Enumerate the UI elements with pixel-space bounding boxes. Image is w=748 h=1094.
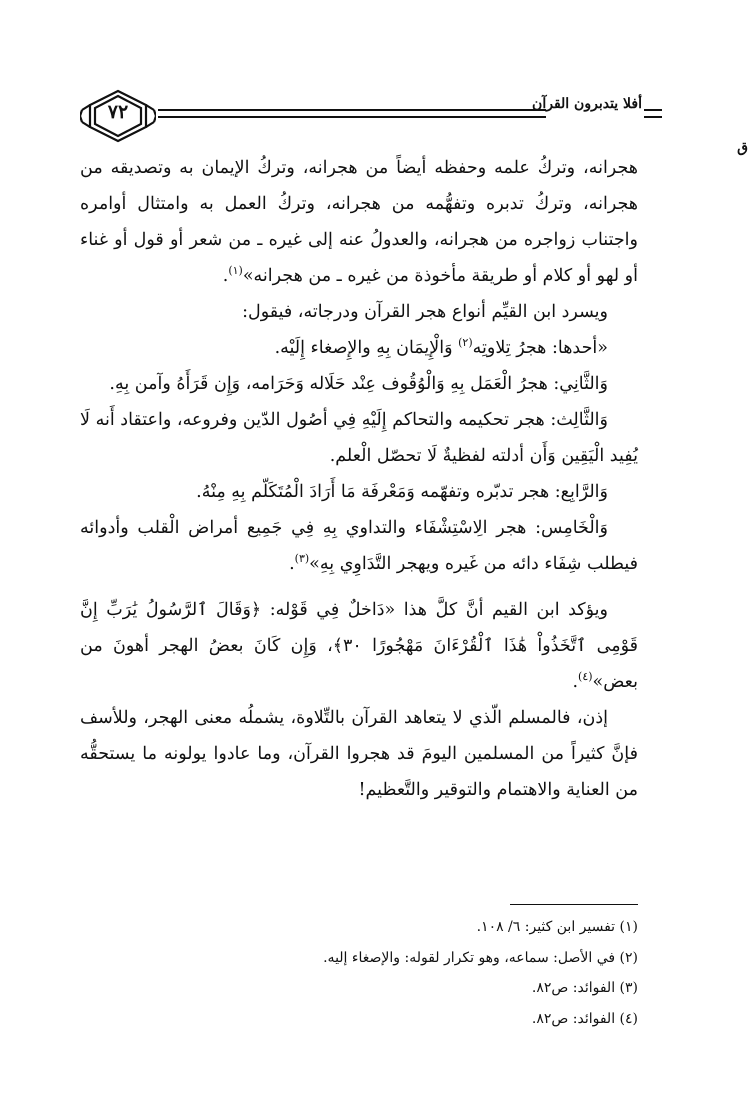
footnote-ref: (١) xyxy=(228,264,243,278)
paragraph: وَالرَّابِع: هجر تدبّره وتفهّمه وَمَعْرفَة مَا أَرَادَ الْمُتَكَلّم بِهِ مِنْهُ. xyxy=(196,482,608,502)
header-rule xyxy=(158,109,546,118)
page-number: ٧٢ xyxy=(107,101,129,123)
footnote-ref: (٣) xyxy=(294,552,310,566)
paragraph: وَالثَّانِي: هجرُ الْعَمَل بِهِ وَالْوُقُوف عِنْد حَلَاله وَحَرَامه، وَإِن قَرَأَهُ وآمن بِهِ. xyxy=(109,374,608,394)
paragraph: هجرانه، وتركُ علمه وحفظه أيضاً من هجرانه، وتركُ الإيمان به وتصديقه من هجرانه، وتركُ تدبره وتفهُّمه من هجرانه، وتركُ العمل به وامتثال أوامره واجتناب زواجره من هجرانه، والعدولُ عنه إلى غيره ـ من شعر أو قول أو غناء أو لهو أو كلام أو طريقة مأخوذة من غيره ـ من هجرانه»$^{(١)}$. xyxy=(80,158,638,286)
header-rule-end xyxy=(644,109,662,118)
page-number-ornament xyxy=(80,88,156,144)
footnote: (٣) الفوائد: ص٨٢. xyxy=(531,980,638,996)
paragraph: ويسرد ابن القيِّم أنواع هجر القرآن ودرجاته، فيقول: xyxy=(242,302,608,322)
page-header xyxy=(80,88,662,144)
footnote-ref: (٤) xyxy=(578,670,593,684)
footnote: (٤) الفوائد: ص٨٢. xyxy=(531,1010,638,1027)
paragraph: وَالْخَامِس: هجر الِاسْتِشْفَاء والتداوي بِهِ فِي جَمِيع أمراض الْقلب وأدوائه فيطلب شِفَاء دائه من غَيره ويهجر التَّدَاوِي بِهِ»$^{(٣)}$. xyxy=(80,518,638,574)
footnote: (٢) في الأصل: سماعه، وهو تكرار لقوله: والإصغاء إليه. xyxy=(323,949,638,966)
running-title: أفلا يتدبرون القرآن xyxy=(532,96,642,112)
paragraph: ويؤكد ابن القيم أنَّ كلَّ هذا «دَاخلٌ فِي قَوْله: ﴿وَقَالَ ٱلرَّسُولُ يَٰرَبِّ إِنَّ قَوْمِى ٱتَّخَذُواْ هَٰذَا ٱلْقُرْءَانَ مَهْجُورًا ٣٠﴾، وَإِن كَانَ بعضُ الهجر أهونَ من بعض»$^{(٤)}$. xyxy=(80,600,638,692)
paragraph: إذن، فالمسلم الّذي لا يتعاهد القرآن بالتِّلاوة، يشملُه معنى الهجر، وللأسف فإنَّ كثيراً من المسلمين اليومَ قد هجروا القرآن، وما عادوا يولونه ما يستحقُّه من العناية والاهتمام والتوقير والتَّعظيم! xyxy=(80,708,638,800)
edge-mark: ق xyxy=(737,140,748,156)
footnote: (١) تفسير ابن كثير: ٦/ ١٠٨. xyxy=(476,919,638,935)
paragraph: وَالثَّالِث: هجر تحكيمه والتحاكم إِلَيْهِ فِي أصُول الدّين وفروعه، واعتقاد أَنه لَا يُفِيد الْيَقِين وَأَن أدلته لفظيةٌ لَا تحصّل الْعلم. xyxy=(80,410,638,466)
paragraph: «أحدها: هجرُ تِلاوتِه$^{(٢)}$ وَالْإِيمَان بِهِ والإِصغاء إِلَيْه. xyxy=(274,336,608,358)
footnote-ref: (٢) xyxy=(458,336,473,350)
footnote-separator xyxy=(510,904,638,905)
main-text xyxy=(80,150,638,808)
footnotes xyxy=(80,912,638,1034)
